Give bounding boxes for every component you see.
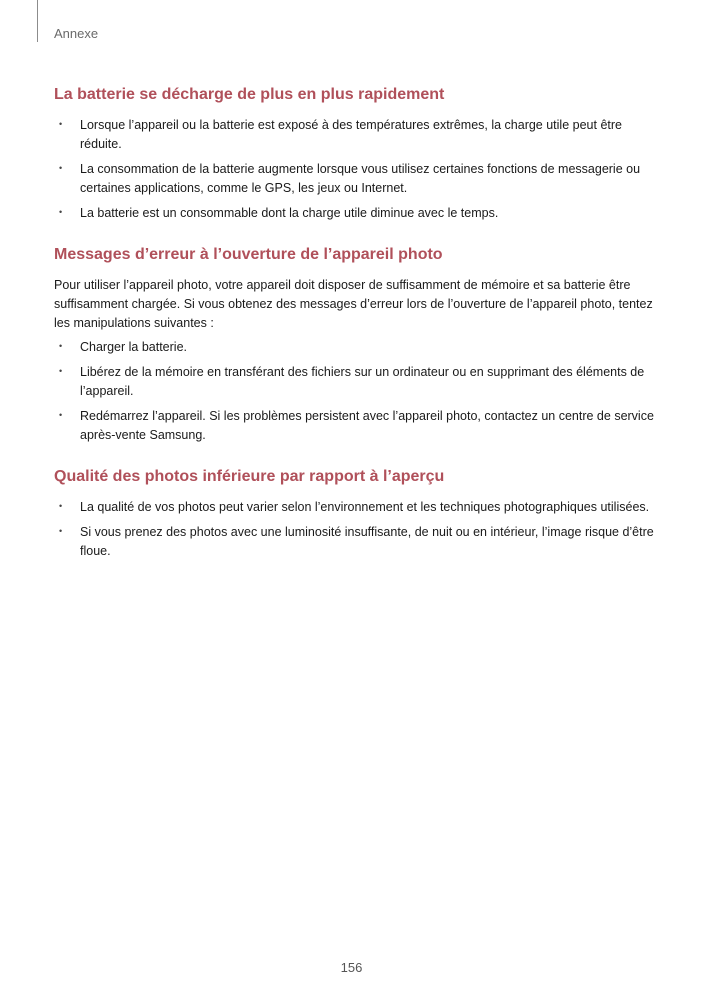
bullet-list bbox=[54, 498, 654, 561]
list-item: • Lorsque l’appareil ou la batterie est exposé à des températures extrêmes, la charge utile peut être réduite. bbox=[54, 116, 654, 154]
running-header: Annexe bbox=[54, 26, 99, 41]
list-item: • La batterie est un consommable dont la charge utile diminue avec le temps. bbox=[54, 204, 654, 223]
section-title: Qualité des photos inférieure par rapport à l’aperçu bbox=[54, 468, 445, 485]
page-content bbox=[54, 84, 654, 567]
section-camera-errors bbox=[54, 244, 654, 445]
list-item: • Charger la batterie. bbox=[54, 338, 654, 357]
section-battery bbox=[54, 84, 654, 223]
bullet-list bbox=[54, 338, 654, 445]
list-item: • Libérez de la mémoire en transférant des fichiers sur un ordinateur ou en supprimant des éléments de l’appareil. bbox=[54, 363, 654, 401]
section-intro: Pour utiliser l’appareil photo, votre appareil doit disposer de suffisamment de mémoire et sa batterie être suffisamment chargée. Si vous obtenez des messages d’erreur lors de l’ouverture de l’appareil photo, tentez les manipulations suivantes : bbox=[54, 278, 653, 330]
list-item: • La consommation de la batterie augmente lorsque vous utilisez certaines fonctions de messagerie ou certaines applications, comme le GPS, les jeux ou Internet. bbox=[54, 160, 654, 198]
list-item: • La qualité de vos photos peut varier selon l’environnement et les techniques photographiques utilisées. bbox=[54, 498, 654, 517]
section-title: La batterie se décharge de plus en plus rapidement bbox=[54, 86, 445, 103]
section-title: Messages d’erreur à l’ouverture de l’appareil photo bbox=[54, 246, 443, 263]
list-item: • Redémarrez l’appareil. Si les problèmes persistent avec l’appareil photo, contactez un centre de service après-vente Samsung. bbox=[54, 407, 654, 445]
section-photo-quality bbox=[54, 466, 654, 561]
page-number: 156 bbox=[340, 960, 363, 975]
bullet-list bbox=[54, 116, 654, 223]
header-rule bbox=[37, 0, 38, 42]
list-item: • Si vous prenez des photos avec une luminosité insuffisante, de nuit ou en intérieur, l’image risque d’être floue. bbox=[54, 523, 654, 561]
